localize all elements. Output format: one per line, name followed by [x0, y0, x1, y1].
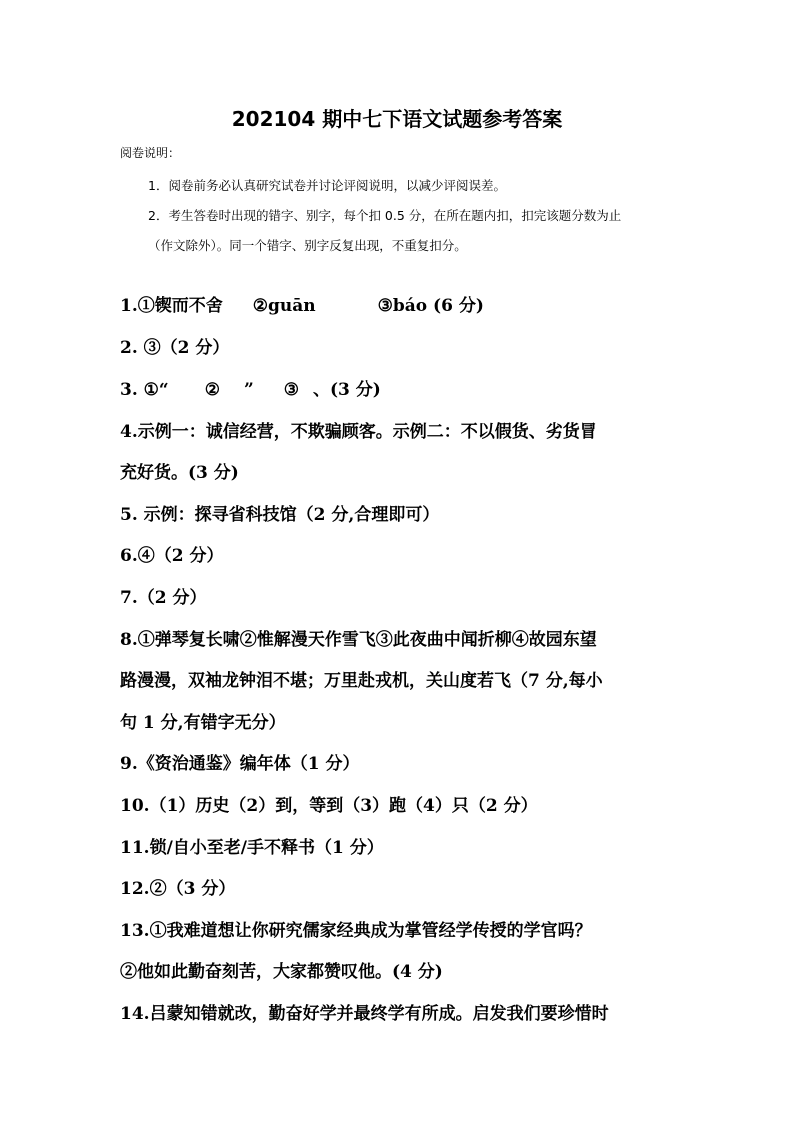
- answer-1-part-1: 1.①锲而不舍: [120, 296, 223, 316]
- answer-1-part-3: ③báo (6 分): [377, 296, 484, 316]
- answer-4-line-2: 充好货。(3 分): [120, 463, 239, 483]
- note-item-3: （作文除外）。同一个错字、别字反复出现，不重复扣分。: [148, 238, 467, 253]
- answer-11: 11.锁/自小至老/手不释书（1 分）: [120, 838, 384, 858]
- answer-5: 5. 示例：探寻省科技馆（2 分,合理即可）: [120, 505, 440, 525]
- answer-6: 6.④（2 分）: [120, 546, 224, 566]
- answer-1-part-2: ②guān: [252, 296, 316, 316]
- answer-9: 9.《资治通鉴》编年体（1 分）: [120, 754, 360, 774]
- answer-7: 7.（2 分）: [120, 588, 207, 608]
- notes-heading: 阅卷说明：: [120, 146, 181, 160]
- answer-10: 10.（1）历史（2）到，等到（3）跑（4）只（2 分）: [120, 796, 538, 816]
- answer-8-line-3: 句 1 分,有错字无分）: [120, 713, 286, 733]
- answer-4-line-1: 4.示例一：诚信经营，不欺骗顾客。示例二：不以假货、劣货冒: [120, 422, 597, 442]
- answer-13-line-2: ②他如此勤奋刻苦，大家都赞叹他。(4 分): [120, 962, 443, 982]
- answer-8-line-2: 路漫漫，双袖龙钟泪不堪；万里赴戎机，关山度若飞（7 分,每小: [120, 671, 603, 691]
- answer-12: 12.②（3 分）: [120, 879, 236, 899]
- page-title: 202104 期中七下语文试题参考答案: [231, 107, 563, 131]
- answer-3: [120, 378, 381, 402]
- answer-14-line-1: 14.吕蒙知错就改，勤奋好学并最终学有所成。启发我们要珍惜时: [120, 1004, 609, 1024]
- answer-13-line-1: 13.①我难道想让你研究儒家经典成为掌管经学传授的学官吗？: [120, 921, 592, 941]
- answer-2: 2. ③（2 分）: [120, 338, 230, 358]
- answer-3-part-3: ”: [243, 380, 254, 400]
- answer-3-part-5: 、(3 分): [312, 380, 381, 400]
- answer-3-part-4: ③: [283, 380, 299, 400]
- answer-3-part-1: 3. ①“: [120, 380, 169, 400]
- answer-3-part-2: ②: [204, 380, 220, 400]
- note-item-1: 1．阅卷前务必认真研究试卷并讨论评阅说明，以减少评阅误差。: [148, 178, 506, 193]
- answer-8-line-1: 8.①弹琴复长啸②惟解漫天作雪飞③此夜曲中闻折柳④故园东望: [120, 630, 597, 650]
- note-item-2: 2．考生答卷时出现的错字、别字，每个扣 0.5 分，在所在题内扣，扣完该题分数为止: [148, 208, 622, 223]
- answer-1: [120, 294, 484, 318]
